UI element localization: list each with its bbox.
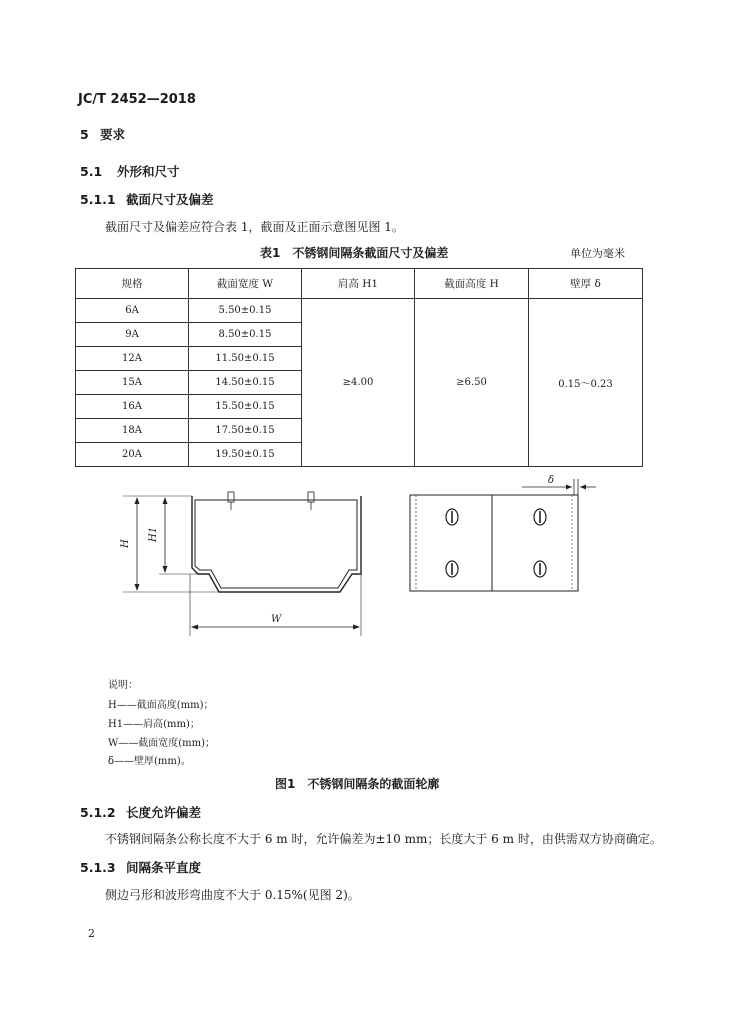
section-title: 间隔条平直度 — [126, 860, 202, 875]
front-view-drawing — [400, 473, 605, 598]
label-H1: H1 — [148, 526, 159, 542]
cell-spec: 20A — [76, 443, 189, 467]
section-5-1-1-text: 截面尺寸及偏差应符合表 1，截面及正面示意图见图 1。 — [105, 220, 404, 234]
legend-item: H1——肩高(mm)； — [108, 719, 200, 730]
section-number: 5 — [80, 127, 89, 142]
legend-item: W——截面宽度(mm)； — [108, 738, 216, 749]
section-number: 5.1.3 — [80, 860, 116, 875]
cell-width: 14.50±0.15 — [189, 371, 302, 395]
section-5-1-1-heading — [80, 190, 214, 208]
col-header-spec: 规格 — [76, 269, 189, 299]
table-caption: 表1 不锈钢间隔条截面尺寸及偏差 — [260, 246, 449, 260]
section-number: 5.1 — [80, 164, 103, 179]
cell-wall-thickness: 0.15～0.23 — [529, 299, 643, 467]
col-header-wall-thickness: 壁厚 δ — [529, 269, 643, 299]
legend-title: 说明： — [108, 680, 138, 691]
label-H: H — [120, 539, 131, 548]
col-header-width: 截面宽度 W — [189, 269, 302, 299]
cell-shoulder-height: ≥4.00 — [302, 299, 415, 467]
section-5-1-3-text: 侧边弓形和波形弯曲度不大于 0.15%(见图 2)。 — [105, 888, 360, 902]
cell-width: 19.50±0.15 — [189, 443, 302, 467]
section-title: 截面尺寸及偏差 — [126, 192, 214, 207]
cell-spec: 15A — [76, 371, 189, 395]
section-title: 要求 — [100, 127, 126, 142]
cell-width: 11.50±0.15 — [189, 347, 302, 371]
cell-section-height: ≥6.50 — [415, 299, 529, 467]
standard-number: JC/T 2452—2018 — [78, 92, 196, 107]
cell-spec: 16A — [76, 395, 189, 419]
legend-item: H——截面高度(mm)； — [108, 700, 214, 711]
cell-width: 15.50±0.15 — [189, 395, 302, 419]
cell-spec: 9A — [76, 323, 189, 347]
section-title: 长度允许偏差 — [126, 805, 202, 820]
section-number: 5.1.2 — [80, 805, 116, 820]
page-number: 2 — [88, 927, 95, 940]
table-unit: 单位为毫米 — [570, 247, 625, 260]
table-header-row — [76, 269, 643, 299]
cell-width: 17.50±0.15 — [189, 419, 302, 443]
figure-caption: 图1 不锈钢间隔条的截面轮廓 — [275, 777, 440, 791]
cell-spec: 12A — [76, 347, 189, 371]
section-5-heading — [80, 125, 125, 143]
cell-width: 5.50±0.15 — [189, 299, 302, 323]
section-5-1-3-heading — [80, 858, 201, 876]
col-header-section-height: 截面高度 H — [415, 269, 529, 299]
section-5-1-2-text: 不锈钢间隔条公称长度不大于 6 m 时，允许偏差为±10 mm；长度大于 6 m 时，由供需双方协商确定。 — [105, 832, 662, 846]
table-row — [76, 299, 643, 323]
cell-spec: 18A — [76, 419, 189, 443]
cross-section-drawing — [115, 488, 365, 638]
col-header-shoulder-height: 肩高 H1 — [302, 269, 415, 299]
label-delta: δ — [548, 475, 555, 486]
label-W: W — [271, 614, 282, 625]
spec-table — [75, 268, 643, 467]
section-number: 5.1.1 — [80, 192, 116, 207]
cell-spec: 6A — [76, 299, 189, 323]
legend-item: δ——壁厚(mm)。 — [108, 756, 191, 767]
cell-width: 8.50±0.15 — [189, 323, 302, 347]
section-5-1-heading — [80, 162, 180, 180]
section-5-1-2-heading — [80, 803, 201, 821]
section-title: 外形和尺寸 — [117, 164, 180, 179]
